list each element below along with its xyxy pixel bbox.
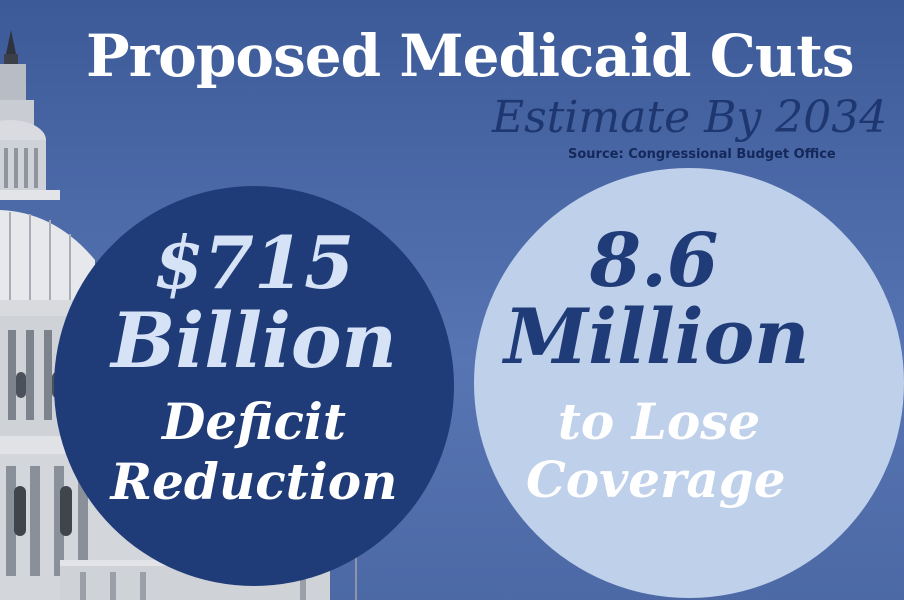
deficit-unit: Billion (111, 296, 397, 385)
deficit-description-line2: Reduction (110, 452, 398, 511)
deficit-description-line1: Deficit (161, 392, 347, 451)
coverage-stat-circle (474, 168, 904, 598)
coverage-unit: Million (504, 292, 810, 381)
coverage-description-line2: Coverage (526, 450, 786, 509)
headline-subtitle: Estimate By 2034 (492, 92, 888, 143)
deficit-amount: $715 (153, 220, 355, 305)
source-credit: Source: Congressional Budget Office (568, 147, 836, 162)
deficit-stat-circle (54, 186, 454, 586)
coverage-description-line1: to Lose (557, 392, 761, 451)
headline-title: Proposed Medicaid Cuts (86, 22, 854, 90)
coverage-amount: 8.6 (589, 218, 719, 304)
